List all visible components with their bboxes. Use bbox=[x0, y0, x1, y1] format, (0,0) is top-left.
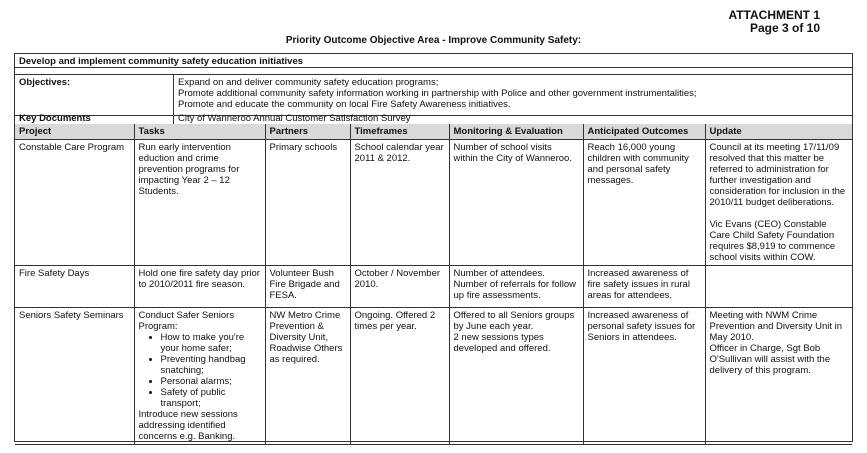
objectives-label: Objectives: bbox=[19, 77, 71, 88]
timeframe-line: School calendar year bbox=[354, 142, 444, 153]
section-heading: Develop and implement community safety education initiatives bbox=[15, 54, 852, 68]
objective-item: Promote and educate the community on local Fire Safety Awareness initiatives. bbox=[178, 99, 511, 110]
cell-monitoring: Number of attendees. Number of referrals for follow up fire assessments. bbox=[449, 266, 583, 308]
projects-table bbox=[15, 124, 852, 445]
list-item: • Personal alarms; bbox=[161, 376, 261, 387]
column-header-outcomes: Anticipated Outcomes bbox=[583, 124, 705, 140]
table-row bbox=[15, 308, 852, 445]
objective-item: Promote additional community safety information working in partnership with Police and other government instrumentalities; bbox=[178, 88, 697, 99]
timeframe-line: 2011 & 2012. bbox=[354, 153, 411, 164]
outcome-table-frame bbox=[14, 53, 853, 442]
cell-timeframes: Ongoing. Offered 2 times per year. bbox=[350, 308, 449, 445]
column-header-monitoring: Monitoring & Evaluation bbox=[449, 124, 583, 140]
objectives-row bbox=[15, 74, 852, 116]
cell-tasks: Hold one fire safety day prior to 2010/2011 fire season. bbox=[134, 266, 265, 308]
column-header-timeframes: Timeframes bbox=[350, 124, 449, 140]
page-number: Page 3 of 10 bbox=[749, 21, 820, 35]
attachment-label: ATTACHMENT 1 bbox=[728, 8, 820, 22]
cell-monitoring: Number of school visits within the City of Wanneroo. bbox=[449, 140, 583, 266]
cell-partners: Volunteer Bush Fire Brigade and FESA. bbox=[265, 266, 350, 308]
cell-update: Meeting with NWM Crime Prevention and Diversity Unit in May 2010. Officer in Charge, Sgt Bob O'Sullivan will assist with the delivery of this program. bbox=[705, 308, 852, 445]
tasks-bullet-list bbox=[139, 332, 261, 409]
cell-partners: NW Metro Crime Prevention & Diversity Unit, Roadwise Others as required. bbox=[265, 308, 350, 445]
column-header-project: Project bbox=[15, 124, 134, 140]
cell-project: Seniors Safety Seminars bbox=[15, 308, 134, 445]
page-title: Priority Outcome Objective Area - Improve Community Safety: bbox=[285, 35, 582, 46]
cell-monitoring: Offered to all Seniors groups by June each year. 2 new sessions types developed and offered. bbox=[449, 308, 583, 445]
list-item: • Safety of public transport; bbox=[161, 387, 261, 409]
column-header-tasks: Tasks bbox=[134, 124, 265, 140]
cell-timeframes bbox=[350, 140, 449, 266]
cell-tasks: Run early intervention eduction and crime prevention programs for impacting Year 2 – 12 Students. bbox=[134, 140, 265, 266]
list-item: • Preventing handbag snatching; bbox=[161, 354, 261, 376]
table-header-row bbox=[15, 124, 852, 140]
key-documents-label: Key Documents bbox=[19, 113, 91, 124]
objectives-list bbox=[173, 75, 852, 115]
list-item: • How to make you're your home safer; bbox=[161, 332, 261, 354]
cell-update bbox=[705, 266, 852, 308]
cell-outcomes: Reach 16,000 young children with community and personal safety messages. bbox=[583, 140, 705, 266]
cell-update bbox=[705, 140, 852, 266]
objective-item: Expand on and deliver community safety education programs; bbox=[178, 77, 439, 88]
cell-project: Fire Safety Days bbox=[15, 266, 134, 308]
tasks-intro: Conduct Safer Seniors Program: bbox=[138, 310, 235, 332]
cell-timeframes: October / November 2010. bbox=[350, 266, 449, 308]
column-header-partners: Partners bbox=[265, 124, 350, 140]
update-paragraph: Council at its meeting 17/11/09 resolved that this matter be referred to administration for further investigation and consideration for inclusion in the 2010/11 budget deliberations. bbox=[709, 142, 846, 208]
update-paragraph: Vic Evans (CEO) Constable Care Child Safety Foundation requires $8,919 to commence school visits within COW. bbox=[709, 219, 836, 263]
cell-partners: Primary schools bbox=[265, 140, 350, 266]
table-row bbox=[15, 266, 852, 308]
cell-outcomes: Increased awareness of personal safety issues for Seniors in attendees. bbox=[583, 308, 705, 445]
attachment-header bbox=[728, 9, 820, 35]
cell-outcomes: Increased awareness of fire safety issues in rural areas for attendees. bbox=[583, 266, 705, 308]
tasks-outro: Introduce new sessions addressing identified concerns e.g. Banking. bbox=[138, 409, 238, 442]
cell-tasks bbox=[134, 308, 265, 445]
cell-project: Constable Care Program bbox=[15, 140, 134, 266]
column-header-update: Update bbox=[705, 124, 852, 140]
table-row bbox=[15, 140, 852, 266]
key-documents-value: City of Wanneroo Annual Customer Satisfaction Survey bbox=[173, 114, 852, 124]
